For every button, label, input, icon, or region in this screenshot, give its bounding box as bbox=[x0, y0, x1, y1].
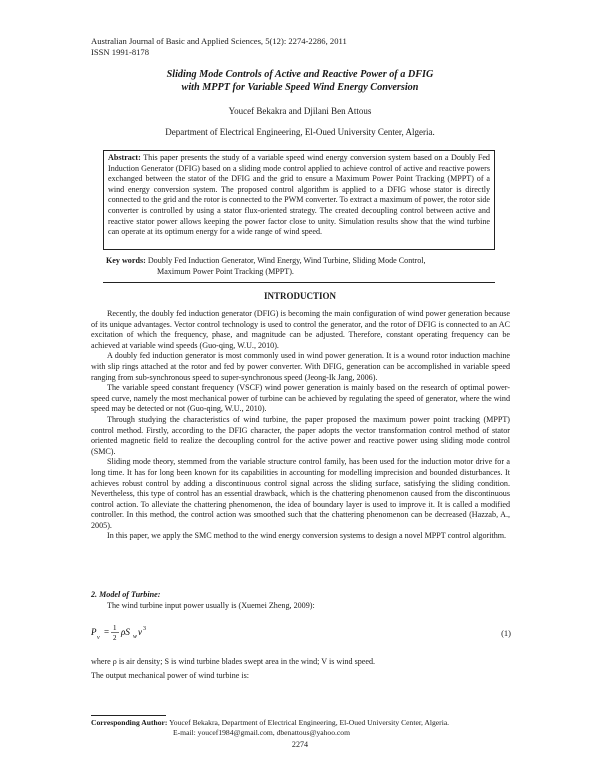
eq-rhs-tail: v bbox=[138, 627, 142, 637]
paragraph: Sliding mode theory, stemmed from the variable structure control family, has been used for the induction motor drive for a long time. It has for long been known for its capabilities in accounting for modelling imprecision and bounded disturbances. It achieves robust control by adding a discontinuous control signal across the sliding surface, satisfying the sliding condition. Nevertheless, this type of control has an essential drawback, which is the chattering phenomenon caused from the discontinuous control action. To alleviate the chattering phenomenon, the idea of boundary layer is used to improve it. It is called a modified controller. In this method, the control action was smoothed such that the chattering phenomenon can be decreased (Hazzab, A., 2005). bbox=[91, 457, 510, 530]
subsection-heading: 2. Model of Turbine: bbox=[91, 590, 161, 599]
footnote-email: E-mail: youcef1984@gmail.com, dbenattous@yahoo.com bbox=[173, 727, 350, 737]
keywords-line-2: Maximum Power Point Tracking (MPPT). bbox=[157, 266, 294, 276]
output-power-intro: The output mechanical power of wind turbine is: bbox=[91, 671, 250, 680]
eq-lhs-sub: v bbox=[97, 635, 100, 641]
eq-rhs: ρS bbox=[121, 627, 130, 637]
keywords-line-1: Doubly Fed Induction Generator, Wind Energy, Wind Turbine, Sliding Mode Control, bbox=[147, 256, 426, 265]
paragraph: A doubly fed induction generator is most commonly used in wind power generation. It is a wound rotor induction machine with slip rings attached at the rotor and fed by power converter. With DFIG, generation can be accomplished in variable speed ranging from sub-synchronous speed to super-synchronous speed (Jeong-Ik Jang, 2006). bbox=[91, 351, 510, 382]
issn: ISSN 1991-8178 bbox=[91, 47, 150, 57]
footnote bbox=[91, 718, 511, 737]
keywords-label: Key words: bbox=[106, 256, 146, 265]
authors: Youcef Bekakra and Djilani Ben Attous bbox=[228, 106, 372, 116]
eq-equals: = bbox=[104, 627, 110, 637]
paragraph: Through studying the characteristics of wind turbine, the paper proposed the maximum power point tracking (MPPT) control method. Firstly, according to the DFIG character, the paper adopts the vector transformation control method of stator oriented magnetic field to realize the decoupling control for the active power and reactive power using sliding mode control (SMC). bbox=[91, 414, 510, 456]
journal-header bbox=[91, 36, 347, 58]
eq-rhs-sup: 3 bbox=[143, 626, 146, 632]
footnote-divider bbox=[91, 715, 166, 716]
footnote-text: Youcef Bekakra, Department of Electrical Engineering, El-Oued University Center, Algeria. bbox=[169, 718, 450, 727]
section-heading: INTRODUCTION bbox=[263, 291, 336, 301]
eq-rhs-sub: w bbox=[133, 634, 138, 640]
footnote-label: Corresponding Author: bbox=[91, 718, 168, 727]
equation-formula bbox=[91, 622, 171, 646]
page-number: 2274 bbox=[291, 740, 309, 749]
eq-lhs: P bbox=[91, 627, 97, 637]
affiliation: Department of Electrical Engineering, El-Oued University Center, Algeria. bbox=[165, 127, 435, 137]
paragraph: The variable speed constant frequency (VSCF) wind power generation is mainly based on the research of optimal power-speed curve, namely the most mechanical power of turbine can be achieved by regulating the speed of generator, where the wind speed may be detected or not (Guo-qing, W.U., 2010). bbox=[91, 383, 510, 414]
equation-1 bbox=[91, 622, 511, 644]
keywords bbox=[106, 256, 496, 277]
title-line-2: with MPPT for Variable Speed Wind Energy Conversion bbox=[181, 82, 419, 93]
abstract-text: This paper presents the study of a variable speed wind energy conversion system based on a Doubly Fed Induction Generator (DFIG) based on a sliding mode control applied to achieve control of active and reactive powers exchanged between the stator of the DFIG and the grid to ensure a Maximum Power Point Tracking (MPPT) of a wind energy conversion system. The proposed control algorithm is applied to a DFIG whose stator is directly connected to the grid and the rotor is connected to the PWM converter. To extract a maximum of power, the rotor side converter is controlled by using a stator flux-oriented strategy. The created decoupling control between active and reactive stator power allows keeping the power factor close to unity. Simulation results show that the wind turbine can operate at its optimum energy for a wide range of wind speed. bbox=[108, 153, 490, 237]
abstract bbox=[103, 150, 495, 250]
introduction-body bbox=[91, 309, 510, 542]
eq-frac-num: 1 bbox=[113, 624, 117, 632]
equation-number: (1) bbox=[501, 628, 511, 638]
where-text: where ρ is air density; S is wind turbine blades swept area in the wind; V is wind speed. bbox=[91, 657, 376, 666]
keywords-divider bbox=[103, 282, 495, 283]
model-intro: The wind turbine input power usually is (Xuemei Zheng, 2009): bbox=[107, 601, 315, 610]
eq-frac-den: 2 bbox=[113, 634, 117, 642]
where-definition bbox=[91, 657, 375, 666]
abstract-label: Abstract: bbox=[108, 153, 141, 162]
title-line-1: Sliding Mode Controls of Active and Reactive Power of a DFIG bbox=[166, 69, 434, 80]
paragraph: Recently, the doubly fed induction generator (DFIG) is becoming the main configuration of wind power generation because of its unique advantages. Vector control technology is used to control the generator, and the rotor of DFIG is connected to an AC excitation of which the frequency, phase, and magnitude can be adjusted. Therefore, constant operating frequency can be achieved at variable wind speeds (Guo-qing, W.U., 2010). bbox=[91, 309, 510, 350]
paper-title bbox=[90, 68, 510, 94]
journal-citation: Australian Journal of Basic and Applied Sciences, 5(12): 2274-2286, 2011 bbox=[91, 36, 347, 46]
paragraph: In this paper, we apply the SMC method to the wind energy conversion systems to design a novel MPPT control algorithm. bbox=[107, 531, 507, 541]
